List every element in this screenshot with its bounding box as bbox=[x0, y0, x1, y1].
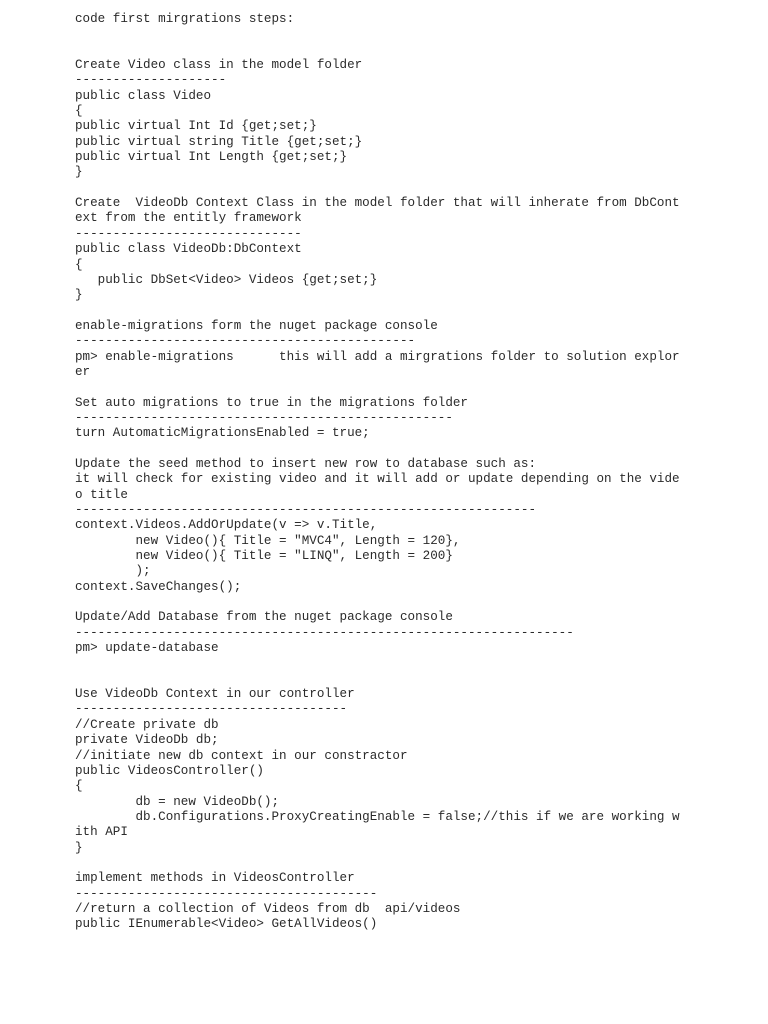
document-line: { bbox=[75, 104, 83, 119]
document-line: new Video(){ Title = "MVC4", Length = 120}, bbox=[75, 533, 461, 548]
document-line: turn AutomaticMigrationsEnabled = true; bbox=[75, 426, 370, 441]
document-line: public VideosController() bbox=[75, 763, 264, 778]
document-line: { bbox=[75, 257, 83, 272]
document-line bbox=[75, 442, 745, 457]
document-line: public class VideoDb:DbContext bbox=[75, 242, 302, 257]
document-line: public virtual Int Id {get;set;} bbox=[75, 119, 317, 134]
document-line: pm> update-database bbox=[75, 641, 219, 656]
document-line: private VideoDb db; bbox=[75, 733, 219, 748]
document-line: code first mirgrations steps: bbox=[75, 12, 295, 26]
document-line: //Create private db bbox=[75, 717, 219, 732]
document-line: context.Videos.AddOrUpdate(v => v.Title, bbox=[75, 518, 378, 533]
document-line: Update/Add Database from the nuget package console bbox=[75, 610, 453, 625]
document-line: ext from the entitly framework bbox=[75, 211, 302, 226]
document-line bbox=[75, 856, 745, 871]
document-line: --------------------------------------------- bbox=[75, 334, 416, 349]
document-line: context.SaveChanges(); bbox=[75, 579, 242, 594]
document-line: //return a collection of Videos from db api/videos bbox=[75, 901, 461, 916]
document-line: new Video(){ Title = "LINQ", Length = 200} bbox=[75, 549, 453, 564]
document-line: public virtual Int Length {get;set;} bbox=[75, 150, 348, 165]
document-line: o title bbox=[75, 487, 128, 502]
document-line: enable-migrations form the nuget package console bbox=[75, 318, 438, 333]
document-line: } bbox=[75, 840, 83, 855]
document-line: db = new VideoDb(); bbox=[75, 794, 280, 809]
document-line: Use VideoDb Context in our controller bbox=[75, 687, 355, 702]
document-line: ------------------------------ bbox=[75, 226, 302, 241]
document-line: { bbox=[75, 779, 83, 794]
document-line: it will check for existing video and it will add or update depending on the vide bbox=[75, 472, 680, 487]
document-line: } bbox=[75, 288, 83, 303]
document-line: Create VideoDb Context Class in the model folder that will inherate from DbCont bbox=[75, 196, 680, 211]
document-line bbox=[75, 380, 745, 395]
document-line: ------------------------------------ bbox=[75, 702, 348, 717]
document-line: implement methods in VideosController bbox=[75, 871, 355, 886]
document-line: } bbox=[75, 165, 83, 180]
document-line bbox=[75, 595, 745, 610]
document-line bbox=[75, 304, 745, 319]
document-line: db.Configurations.ProxyCreatingEnable = false;//this if we are working w bbox=[75, 809, 680, 824]
document-body bbox=[75, 12, 745, 933]
document-line: -------------------- bbox=[75, 73, 227, 88]
document-line: pm> enable-migrations this will add a mirgrations folder to solution explor bbox=[75, 349, 680, 364]
document-line: Create Video class in the model folder bbox=[75, 58, 363, 73]
document-line: public IEnumerable<Video> GetAllVideos() bbox=[75, 917, 378, 932]
document-line: Update the seed method to insert new row to database such as: bbox=[75, 456, 537, 471]
document-line: public class Video bbox=[75, 88, 212, 103]
document-line bbox=[75, 43, 745, 58]
document-line: public DbSet<Video> Videos {get;set;} bbox=[75, 272, 378, 287]
document-line: ---------------------------------------- bbox=[75, 886, 378, 901]
document-line: -------------------------------------------------- bbox=[75, 410, 453, 425]
document-line: ------------------------------------------------------------------ bbox=[75, 625, 574, 640]
document-line bbox=[75, 656, 745, 671]
document-line: public virtual string Title {get;set;} bbox=[75, 134, 363, 149]
document-line bbox=[75, 672, 745, 687]
document-line bbox=[75, 181, 745, 196]
document-line: er bbox=[75, 364, 91, 379]
document-line: ); bbox=[75, 564, 151, 579]
document-line: //initiate new db context in our constractor bbox=[75, 748, 408, 763]
document-line: ------------------------------------------------------------- bbox=[75, 503, 537, 517]
document-line bbox=[75, 27, 745, 42]
document-line: ith API bbox=[75, 825, 128, 840]
document-line: Set auto migrations to true in the migrations folder bbox=[75, 395, 468, 410]
